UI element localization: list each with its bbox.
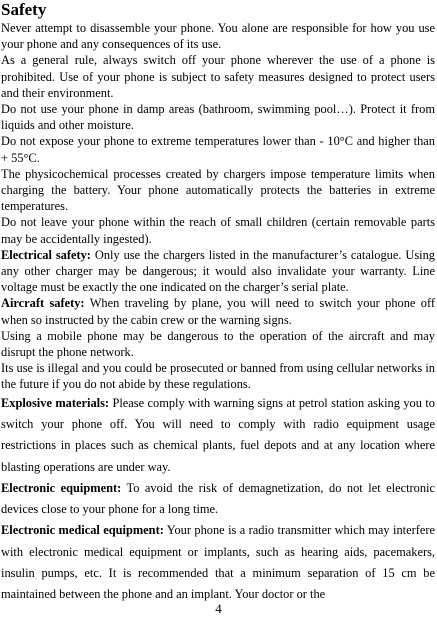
paragraph-switch-off xyxy=(1,52,435,101)
paragraph-electronic-equipment xyxy=(1,478,435,521)
paragraph-children xyxy=(1,214,435,246)
paragraph-text: Please comply with warning signs at petrol station asking you to switch your phone off. You will need to comply with radio equipment usage restrictions in places such as chemical plants, fuel depots and at any location where blasting operations are under way. xyxy=(1,395,436,474)
paragraph-disassemble xyxy=(1,20,435,52)
paragraph-explosive-materials xyxy=(1,393,435,478)
paragraph-text: The physicochemical processes created by chargers impose temperature limits when charging the battery. Your phone automatically protects the batteries in extreme temperatures. xyxy=(1,166,435,214)
paragraph-lead: Electronic medical equipment: xyxy=(1,523,164,538)
page-title: Safety xyxy=(1,0,47,19)
paragraph-lead: Electrical safety: xyxy=(1,247,91,262)
paragraph-text: Your phone is a radio transmitter which may interfere with electronic medical equipment or implants, such as hearing aids, pacemakers, insulin pumps, etc. It is recommended that a minimum separation of 15 cm be maintained between the phone and an implant. Your doctor or the xyxy=(1,523,435,602)
paragraph-text: Never attempt to disassemble your phone. You alone are responsible for how you use your phone and any consequences of its use. xyxy=(1,21,435,52)
paragraph-illegal-use xyxy=(1,360,435,392)
page-number: 4 xyxy=(215,601,222,616)
paragraph-aircraft-danger xyxy=(1,328,435,360)
paragraph-charging-limits xyxy=(1,166,435,215)
paragraph-lead: Aircraft safety: xyxy=(1,296,85,311)
paragraph-text: Do not leave your phone within the reach of small children (certain removable parts may be accidentally ingested). xyxy=(1,215,435,246)
paragraph-text: To avoid the risk of demagnetization, do not let electronic devices close to your phone for a long time. xyxy=(1,480,435,517)
paragraph-text: Its use is illegal and you could be prosecuted or banned from using cellular networks in the future if you do not abide by these regulations. xyxy=(1,361,435,392)
paragraph-text: Do not expose your phone to extreme temperatures lower than - 10°C and higher than + 55°C. xyxy=(1,134,435,165)
paragraph-damp-areas xyxy=(1,101,435,133)
paragraph-temperatures xyxy=(1,133,435,165)
paragraph-text: Using a mobile phone may be dangerous to the operation of the aircraft and may disrupt the phone network. xyxy=(1,328,435,360)
paragraph-electrical-safety xyxy=(1,247,435,296)
paragraph-text: When traveling by plane, you will need to switch your phone off when so instructed by the cabin crew or the warning signs. xyxy=(1,296,435,327)
paragraph-text: Do not use your phone in damp areas (bathroom, swimming pool…). Protect it from liquids and other moisture. xyxy=(1,102,435,133)
paragraph-text: Only use the chargers listed in the manufacturer’s catalogue. Using any other charger may be dangerous; it would also invalidate your warranty. Line voltage must be exactly the one indicated on the charger’s serial plate. xyxy=(1,247,435,295)
paragraph-text: As a general rule, always switch off your phone wherever the use of a phone is prohibited. Use of your phone is subject to safety measures designed to protect users and their environment. xyxy=(1,53,435,100)
paragraph-aircraft-safety xyxy=(1,295,435,327)
paragraph-medical-equipment xyxy=(1,520,435,605)
paragraph-lead: Electronic equipment: xyxy=(1,480,122,495)
paragraph-lead: Explosive materials: xyxy=(1,395,110,410)
